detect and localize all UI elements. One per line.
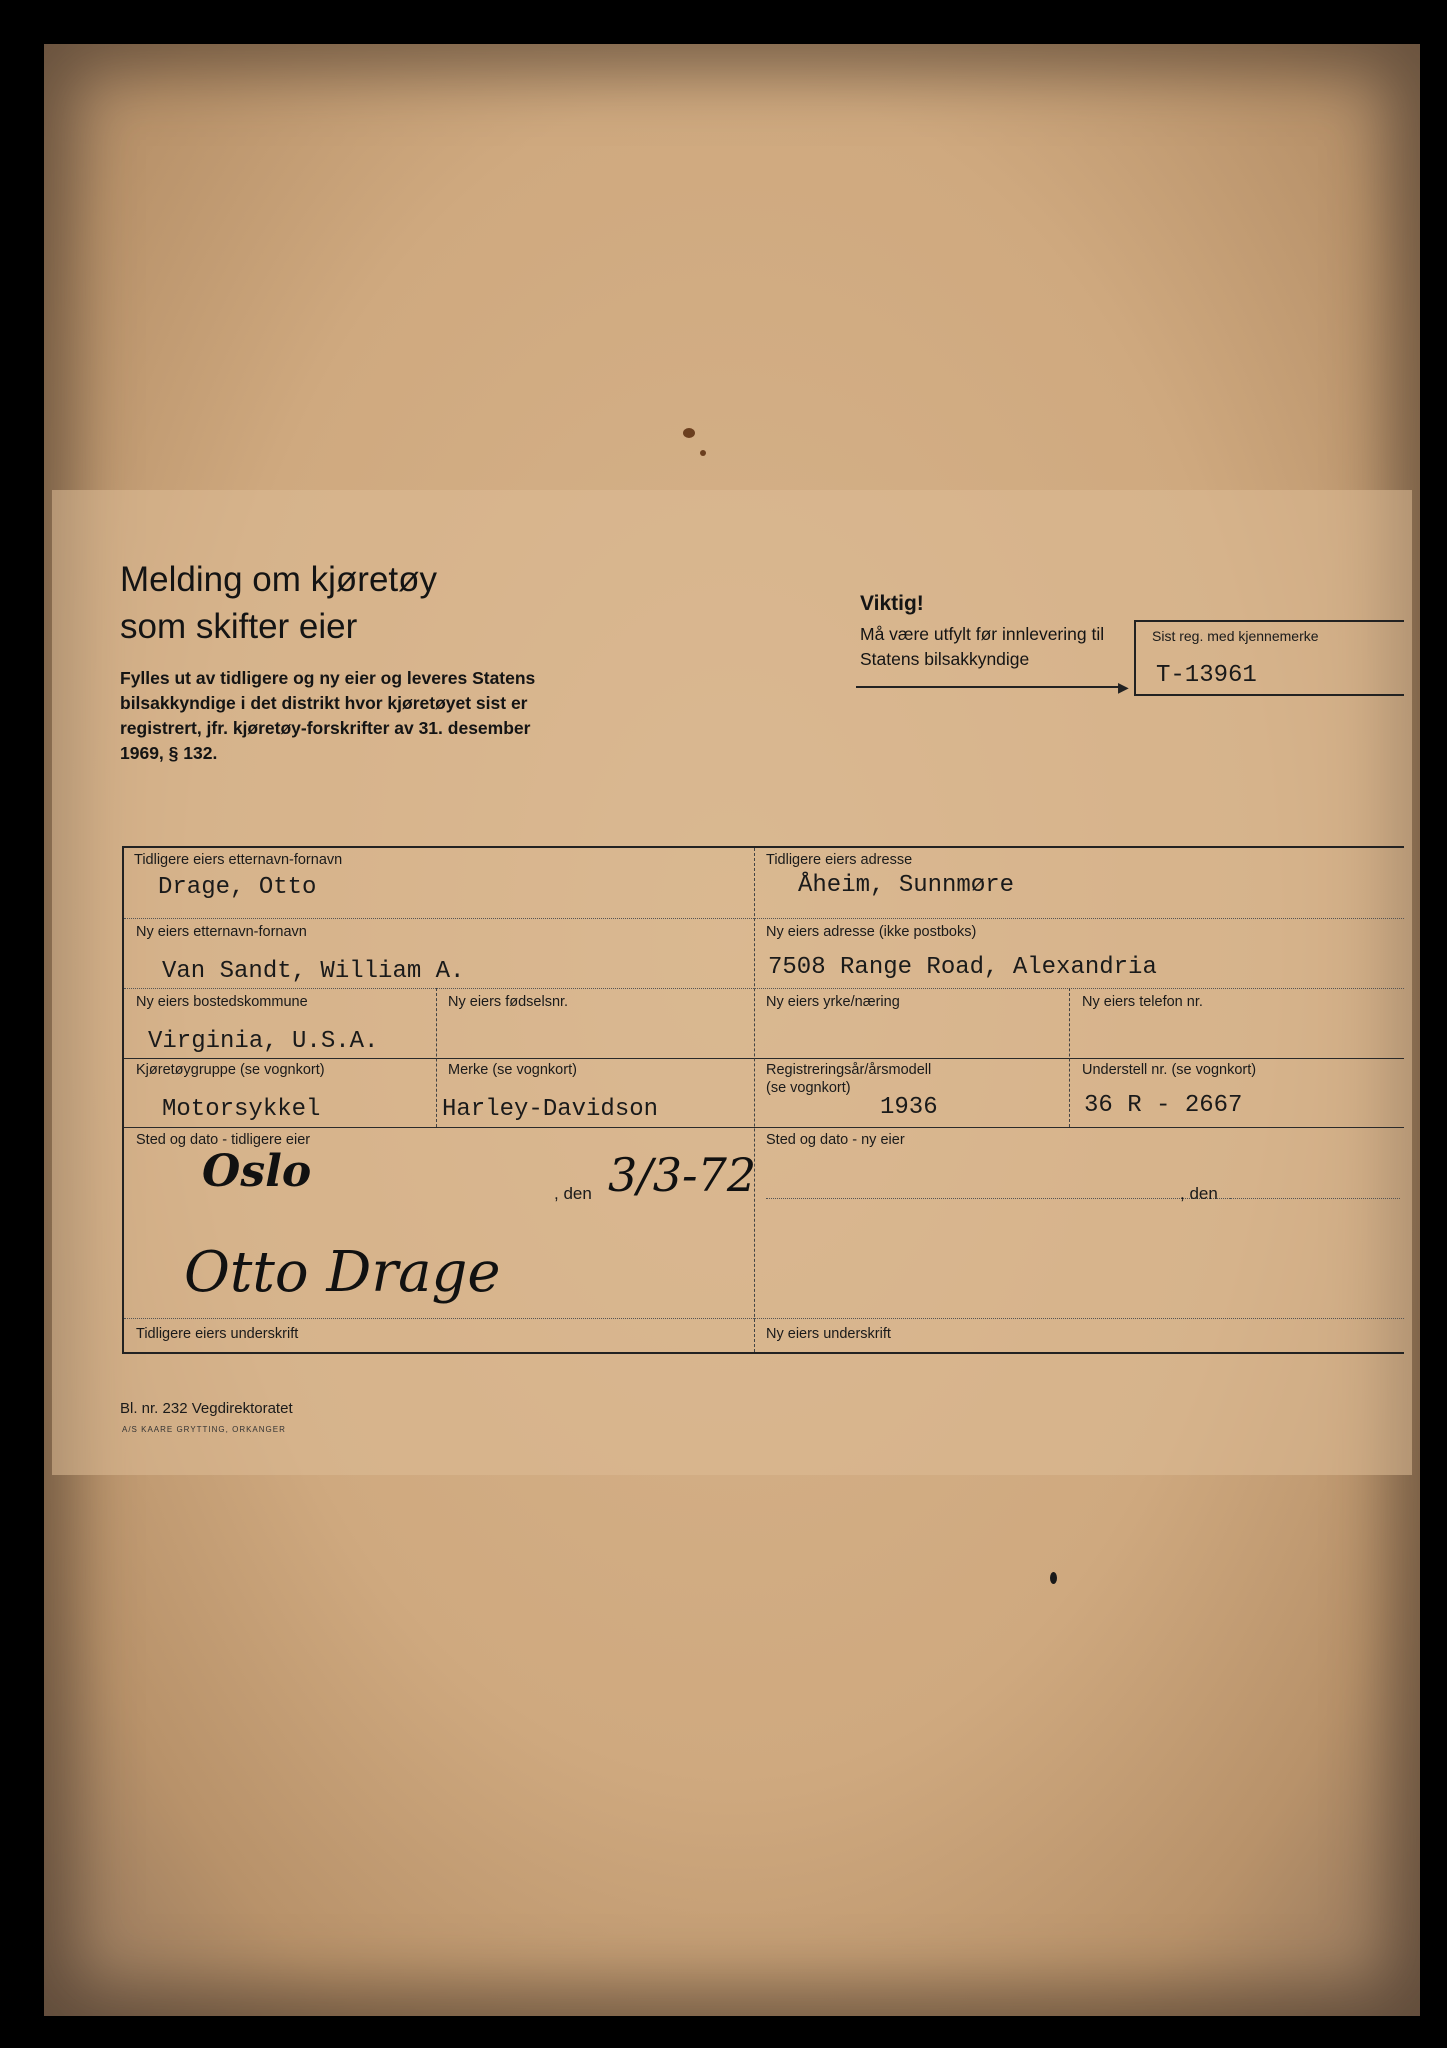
- reg-year-field[interactable]: 1936: [880, 1094, 938, 1121]
- make-label: Merke (se vognkort): [448, 1062, 577, 1078]
- prev-place-handwritten: Oslo: [202, 1146, 312, 1197]
- den-label-new: , den: [1180, 1184, 1218, 1203]
- row-divider: [124, 1127, 1404, 1128]
- phone-label: Ny eiers telefon nr.: [1082, 994, 1203, 1010]
- stain-mark: [700, 450, 706, 456]
- column-divider: [1069, 988, 1070, 1127]
- ownership-form: [122, 846, 1404, 1354]
- vehicle-group-label: Kjøretøygruppe (se vognkort): [136, 1062, 325, 1078]
- reg-year-label-note: (se vognkort): [766, 1080, 851, 1096]
- important-text: Må være utfylt før innlevering til Statens bilsakkyndige: [860, 624, 1105, 669]
- important-heading: Viktig!: [860, 592, 924, 615]
- birth-number-label: Ny eiers fødselsnr.: [448, 994, 569, 1010]
- prev-place-date-label: Sted og dato - tidligere eier: [136, 1132, 311, 1148]
- last-registration-label: Sist reg. med kjennemerke: [1152, 628, 1319, 644]
- column-divider: [436, 988, 437, 1127]
- column-divider: [754, 848, 755, 1352]
- printer-imprint: A/S KAARE GRYTTING, ORKANGER: [122, 1425, 286, 1434]
- chassis-label: Understell nr. (se vognkort): [1082, 1062, 1257, 1078]
- new-place-date-label: Sted og dato - ny eier: [766, 1132, 905, 1148]
- prev-owner-signature: Otto Drage: [184, 1240, 501, 1305]
- prev-date-handwritten: 3/3-72: [608, 1148, 757, 1202]
- municipality-label: Ny eiers bostedskommune: [136, 994, 308, 1010]
- row-divider: [124, 988, 1404, 989]
- new-owner-address-label: Ny eiers adresse (ikke postboks): [766, 924, 977, 940]
- new-date-line[interactable]: [1230, 1198, 1400, 1199]
- new-signature-label: Ny eiers underskrift: [766, 1326, 891, 1342]
- occupation-label: Ny eiers yrke/næring: [766, 994, 900, 1010]
- new-owner-address-field[interactable]: 7508 Range Road, Alexandria: [768, 954, 1157, 981]
- prev-owner-name-field[interactable]: Drage, Otto: [158, 874, 317, 901]
- reg-year-label: Registreringsår/årsmodell: [766, 1062, 932, 1078]
- title-line-2: som skifter eier: [120, 607, 358, 646]
- vehicle-group-field[interactable]: Motorsykkel: [162, 1096, 321, 1123]
- stain-mark: [683, 428, 695, 438]
- arrow-line: [856, 686, 1124, 688]
- instructions-text: Fylles ut av tidligere og ny eier og leveres Statens bilsakkyndige i det distrikt hvor kjøretøyet sist er registrert, jfr. kjøretøy-forskrifter av 31. desember 1969, § 132.: [120, 668, 536, 763]
- last-registration-box: [1134, 620, 1404, 696]
- row-divider: [124, 918, 1404, 919]
- last-registration-value: T-13961: [1156, 662, 1257, 689]
- title-line-1: Melding om kjøretøy: [120, 560, 438, 599]
- row-divider: [124, 1058, 1404, 1059]
- prev-owner-address-label: Tidligere eiers adresse: [766, 852, 913, 868]
- arrow-right-icon: ▶: [1118, 679, 1129, 695]
- row-divider: [754, 1318, 1404, 1319]
- row-divider: [124, 1318, 754, 1319]
- municipality-field[interactable]: Virginia, U.S.A.: [148, 1028, 379, 1055]
- prev-owner-name-label: Tidligere eiers etternavn-fornavn: [134, 852, 343, 868]
- prev-owner-address-field[interactable]: Åheim, Sunnmøre: [798, 872, 1015, 899]
- new-owner-name-label: Ny eiers etternavn-fornavn: [136, 924, 307, 940]
- make-field[interactable]: Harley-Davidson: [442, 1096, 659, 1123]
- form-title: [120, 556, 540, 650]
- stain-mark: [1050, 1572, 1057, 1584]
- chassis-field[interactable]: 36 R - 2667: [1084, 1092, 1243, 1119]
- prev-signature-label: Tidligere eiers underskrift: [136, 1326, 299, 1342]
- new-owner-name-field[interactable]: Van Sandt, William A.: [162, 958, 465, 985]
- den-label: , den: [554, 1184, 592, 1203]
- form-number: Bl. nr. 232 Vegdirektoratet: [120, 1400, 293, 1417]
